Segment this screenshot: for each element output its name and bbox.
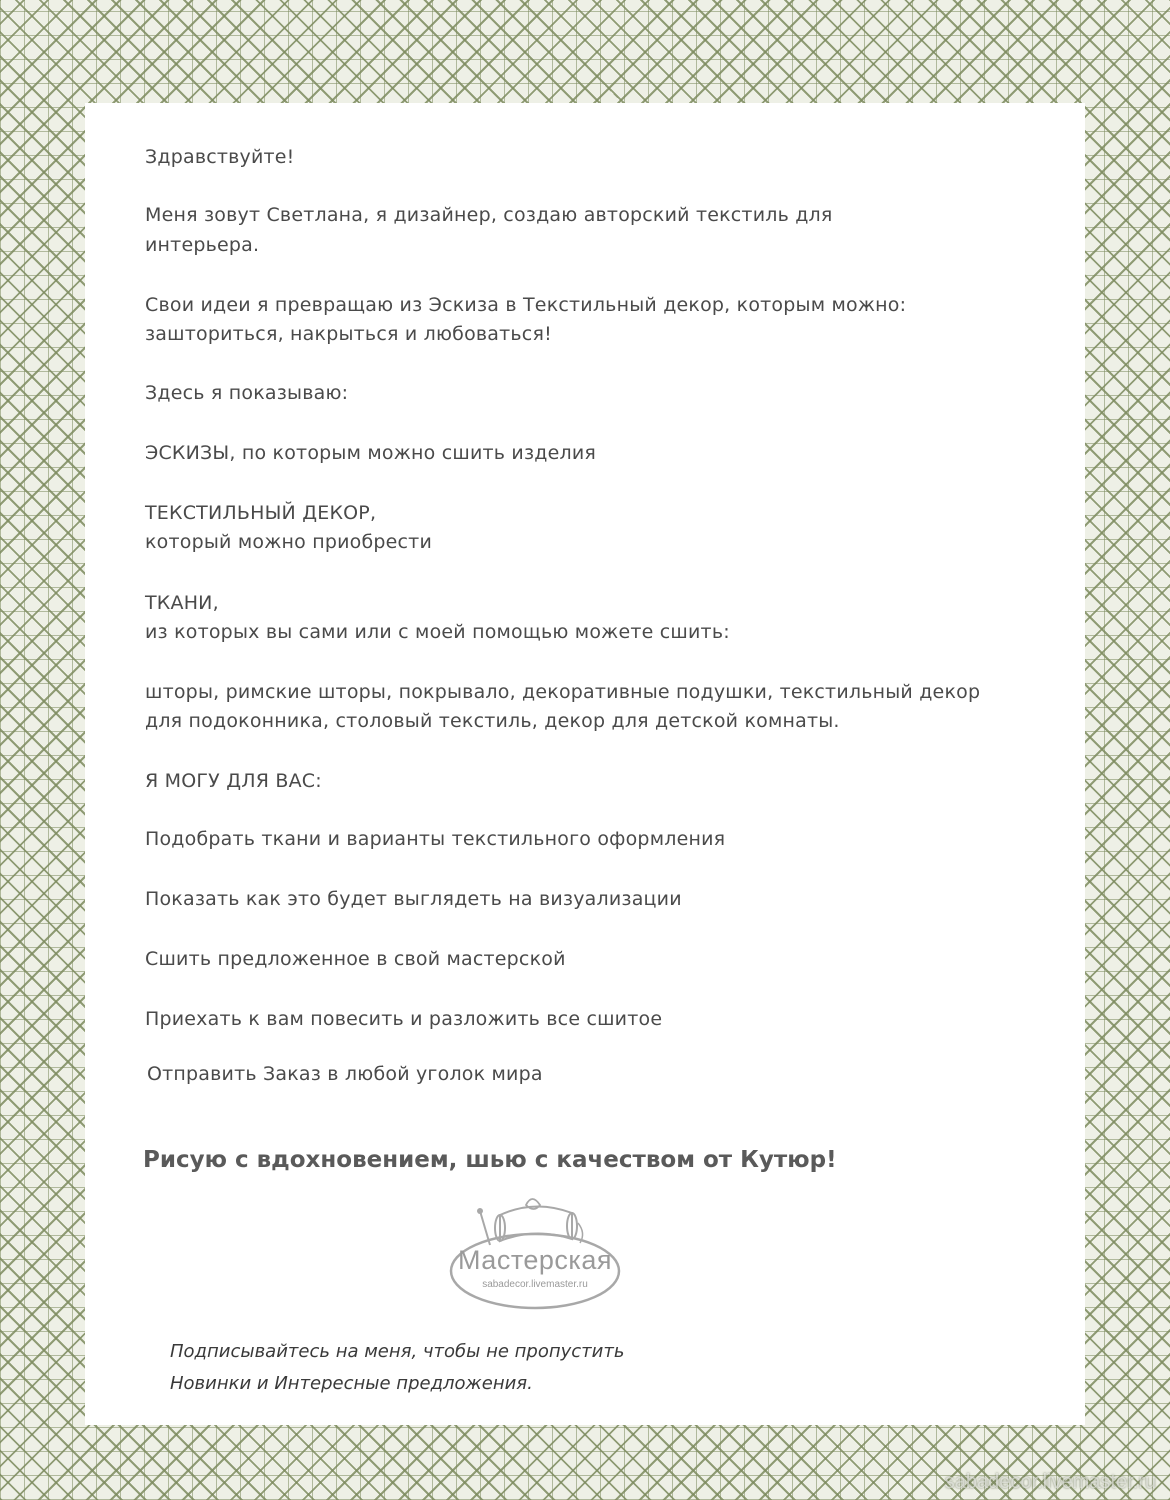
intro-line-2: интерьера. bbox=[145, 234, 260, 256]
decor-subline: который можно приобрести bbox=[145, 531, 432, 553]
fabrics-subline: из которых вы сами или с моей помощью можете сшить: bbox=[145, 621, 730, 643]
footer-line-1: Подписывайтесь на меня, чтобы не пропустить bbox=[170, 1341, 625, 1362]
watermark: sabadecor.livemaster.ru bbox=[944, 1471, 1156, 1493]
service-item: Подобрать ткани и варианты текстильного оформления bbox=[145, 828, 726, 850]
showing-heading: Здесь я показываю: bbox=[145, 382, 349, 404]
ideas-line-1: Свои идеи я превращаю из Эскиза в Текстильный декор, которым можно: bbox=[145, 294, 907, 316]
intro-line-1: Меня зовут Светлана, я дизайнер, создаю авторский текстиль для bbox=[145, 204, 833, 226]
products-line-2: для подоконника, столовый текстиль, декор для детской комнаты. bbox=[145, 710, 840, 732]
workshop-logo bbox=[440, 1193, 630, 1313]
ideas-line-2: зашториться, накрыться и любоваться! bbox=[145, 323, 552, 345]
text-card bbox=[85, 103, 1085, 1425]
tagline: Рисую с вдохновением, шью с качеством от Кутюр! bbox=[143, 1147, 837, 1173]
service-item: Отправить Заказ в любой уголок мира bbox=[147, 1063, 543, 1085]
service-item: Сшить предложенное в свой мастерской bbox=[145, 948, 566, 970]
decor-heading: ТЕКСТИЛЬНЫЙ ДЕКОР, bbox=[145, 502, 377, 524]
sketches-line: ЭСКИЗЫ, по которым можно сшить изделия bbox=[145, 442, 597, 464]
service-item: Показать как это будет выглядеть на визуализации bbox=[145, 888, 682, 910]
products-line-1: шторы, римские шторы, покрывало, декоративные подушки, текстильный декор bbox=[145, 681, 981, 703]
services-heading: Я МОГУ ДЛЯ ВАС: bbox=[145, 770, 322, 792]
fabrics-heading: ТКАНИ, bbox=[145, 592, 219, 614]
logo-title: Мастерская bbox=[458, 1245, 612, 1275]
service-item: Приехать к вам повесить и разложить все сшитое bbox=[145, 1008, 663, 1030]
greeting: Здравствуйте! bbox=[145, 146, 295, 168]
logo-url: sabadecor.livemaster.ru bbox=[482, 1279, 588, 1290]
footer-line-2: Новинки и Интересные предложения. bbox=[170, 1373, 533, 1394]
